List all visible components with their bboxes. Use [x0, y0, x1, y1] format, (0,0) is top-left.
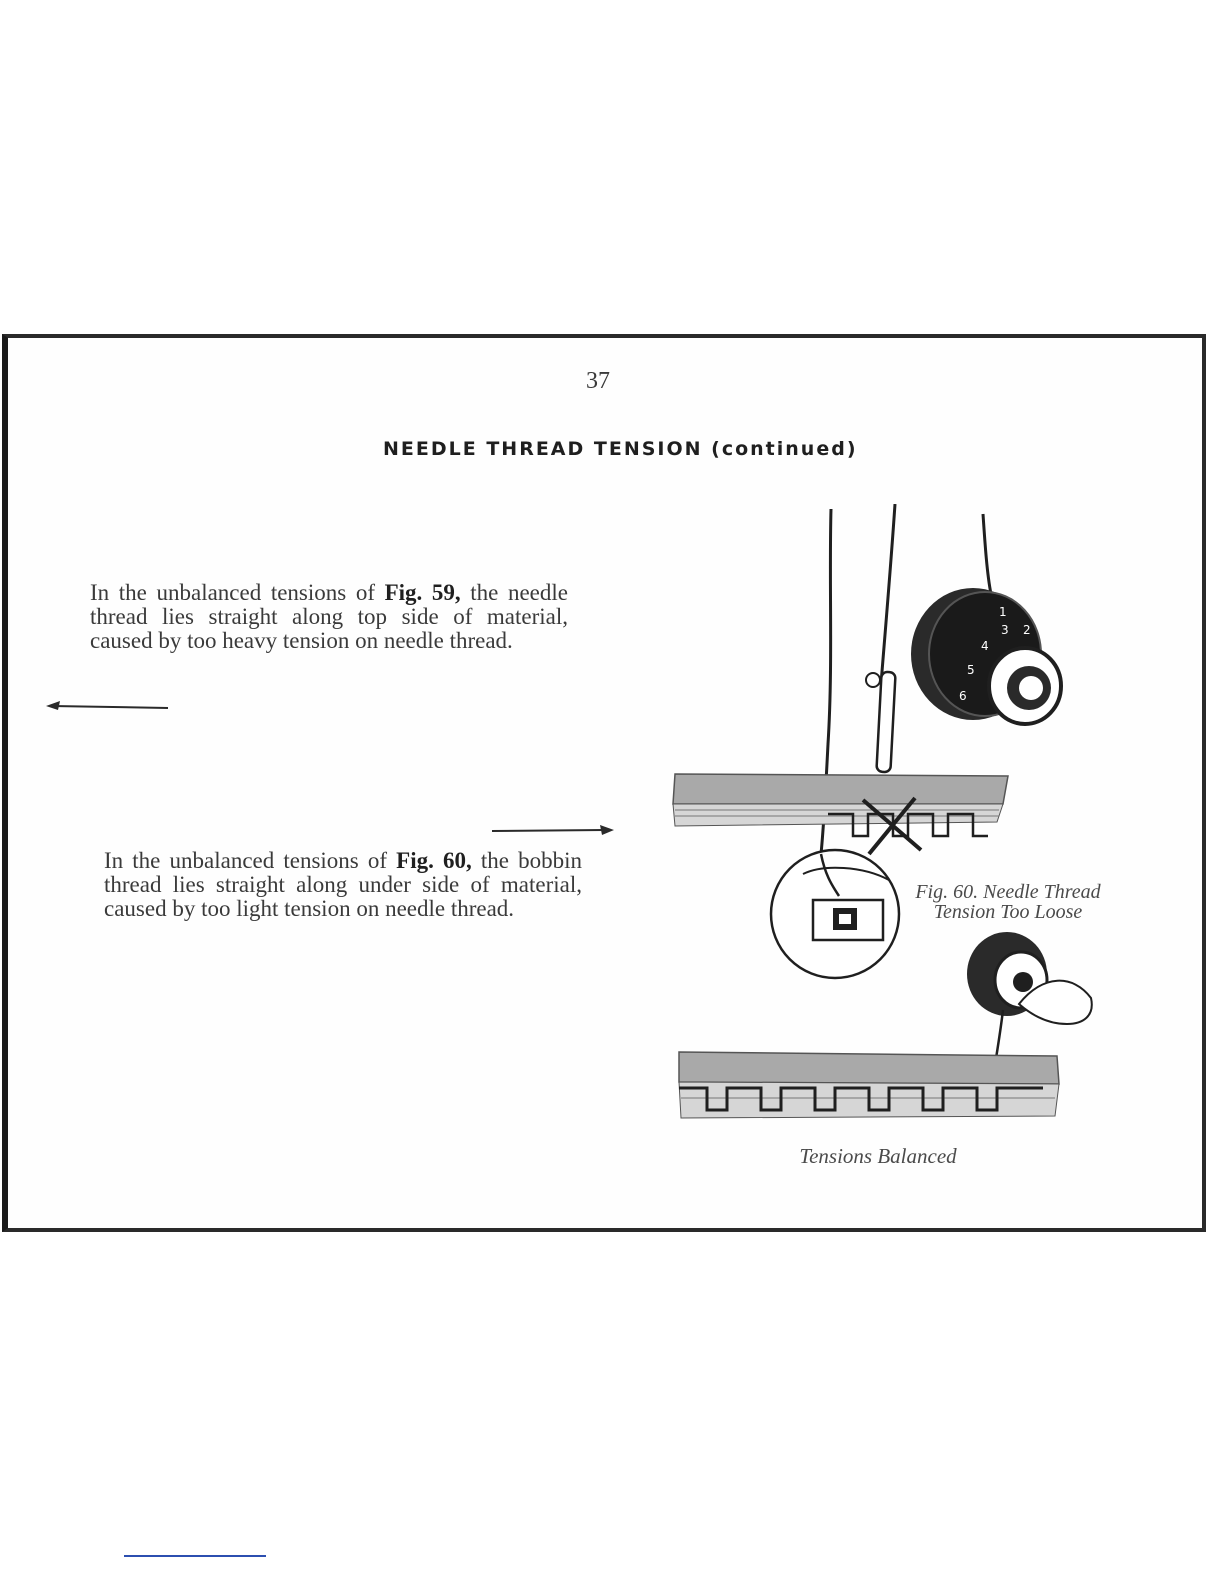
tension-illustration [663, 504, 1133, 1144]
bobbin-case-icon [771, 850, 899, 978]
dial-number-5: 5 [967, 663, 975, 677]
dial-number-3: 3 [1001, 623, 1009, 637]
take-up-lever-icon [866, 672, 896, 773]
right-arrow-icon [490, 822, 616, 838]
paragraph-fig59-text-end: the needle thread lies straight along top side of material, caused by too heavy tension on needle thread. [90, 580, 568, 653]
scanned-page [2, 334, 1206, 1232]
fabric-balanced-tension-icon [679, 1052, 1059, 1118]
dial-number-4: 4 [981, 639, 989, 653]
dial-number-1: 1 [999, 605, 1007, 619]
balanced-caption: Tensions Balanced [799, 1144, 957, 1168]
fig59-reference: Fig. 59, [384, 580, 461, 605]
fabric-loose-tension-icon [673, 774, 1008, 854]
dial-number-6: 6 [959, 689, 967, 703]
paragraph-fig59-text-start: In the unbalanced tensions of [90, 580, 385, 605]
fig60-caption-line-2: Tension Too Loose [933, 901, 1083, 923]
page-number: 37 [586, 368, 610, 394]
paragraph-fig60 [104, 849, 582, 921]
footer-rule [124, 1555, 266, 1557]
fig60-caption [888, 882, 1128, 922]
paragraph-fig60-text-end: the bobbin thread lies straight along under side of material, caused by too light tension on needle thread. [104, 848, 582, 921]
paragraph-fig59 [90, 581, 568, 653]
left-arrow-icon [44, 698, 174, 714]
tension-dial-icon [911, 588, 1061, 724]
thread-guide-line [881, 504, 895, 684]
paragraph-fig60-text-start: In the unbalanced tensions of [104, 848, 397, 873]
fig60-reference: Fig. 60, [396, 848, 472, 873]
fig60-caption-line-1: Fig. 60. Needle Thread [915, 881, 1101, 903]
section-title: NEEDLE THREAD TENSION (continued) [383, 438, 858, 460]
dial-number-2: 2 [1023, 623, 1031, 637]
